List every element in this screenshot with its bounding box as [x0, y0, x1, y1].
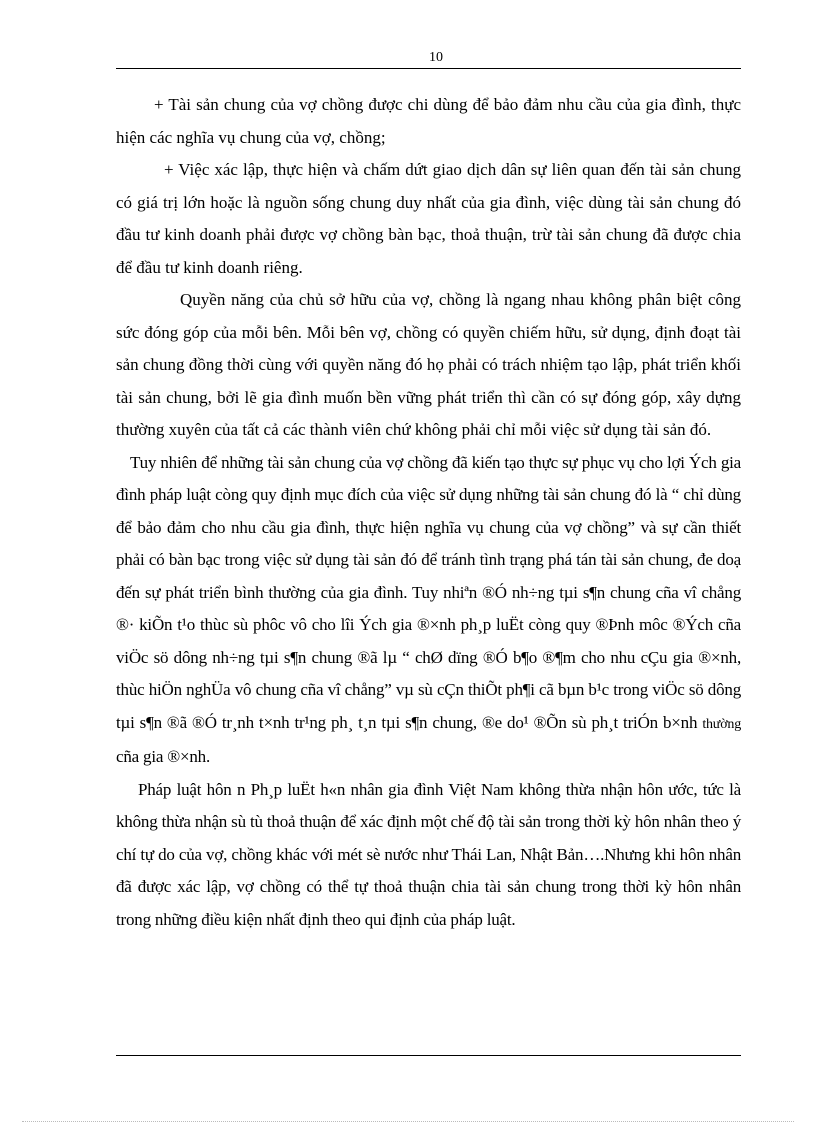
- paragraph-3: Quyền năng của chủ sở hữu của vợ, chồng là ngang nhau không phân biệt công sức đóng góp của mỗi bên. Mỗi bên vợ, chồng có quyền chiếm hữu, sử dụng, định đoạt tài sản chung đồng thời cùng với quyền năng đó họ phải có trách nhiệm tạo lập, phát triển khối tài sản chung, bởi lẽ gia đình muốn bền vững phát triển thì cần có sự đóng góp, xây dựng thường xuyên của tất cả các thành viên chứ không phải chỉ mỗi việc sử dụng tài sản đó.: [116, 290, 741, 439]
- paragraph-4-tail: cña gia ®×nh.: [116, 747, 211, 766]
- page-edge-dotted-line: [22, 1121, 794, 1122]
- paragraph-2: + Việc xác lập, thực hiện và chấm dứt giao dịch dân sự liên quan đến tài sản chung có giá trị lớn hoặc là nguồn sống chung duy nhất của gia đình, việc dùng tài sản chung đó đầu tư kinh doanh phải được vợ chồng bàn bạc, thoả thuận, trừ tài sản chung đã được chia để đầu tư kinh doanh riêng.: [116, 160, 741, 277]
- paragraph-4-text: Tuy nhiên để những tài sản chung của vợ chồng đã kiến tạo thực sự phục vụ cho lợi Ých gia đình pháp luật còng quy định mục đích của việc sử dụng những tài sản chung đó là “ chỉ dùng để bảo đảm cho nhu cầu gia đình, thực hiện nghĩa vụ chung của vợ chồng” và sự cần thiết phải có bàn bạc trong việc sử dụng tài sản đó để tránh tình trạng phá tán tài sản chung, đe doạ đến sự phát triển bình thường của gia đình. Tuy nhiªn ®Ó nh÷ng tµi s¶n chung cña vî chång ®· kiÕn t¹o thùc sù phôc vô cho lîi Ých gia ®×nh ph¸p luËt còng quy ®Þnh môc ®Ých cña viÖc sö dông nh÷ng tµi s¶n chung ®ã lµ “ chØ dïng ®Ó b¶o ®¶m cho nhu cÇu gia ®×nh, thùc hiÖn nghÜa vô chung cña vî chång” vµ sù cÇn thiÕt ph¶i cã bµn b¹c trong viÖc sö dông tµi s¶n ®ã ®Ó tr¸nh t×nh tr¹ng ph¸ t¸n tµi s¶n chung, ®e do¹ ®Õn sù ph¸t triÓn b×nh: [116, 452, 741, 732]
- paragraph-5: Pháp luật hôn n Ph¸p luËt h«n nhân gia đình Việt Nam không thừa nhận hôn ước, tức là không thừa nhận sù tù thoả thuận để xác định một chế độ tài sản trong thời kỳ hôn nhân theo ý chí tự do của vợ, chồng khác với mét sè nước như Thái Lan, Nhật Bản….Nhưng khi hôn nhân đã được xác lập, vợ chồng có thể tự thoả thuận chia tài sản chung trong thời kỳ hôn nhân trong những điều kiện nhất định theo qui định của pháp luật.: [116, 779, 741, 929]
- paragraph-1: + Tài sản chung của vợ chồng được chi dùng để bảo đảm nhu cầu của gia đình, thực hiện các nghĩa vụ chung của vợ, chồng;: [116, 95, 741, 147]
- page-number: 10: [429, 50, 443, 65]
- paragraph-4-insert: thường: [702, 716, 741, 732]
- header-divider: [116, 68, 741, 69]
- paragraph-4: [116, 447, 741, 774]
- document-body: [116, 89, 741, 936]
- footer-divider: [116, 1055, 741, 1056]
